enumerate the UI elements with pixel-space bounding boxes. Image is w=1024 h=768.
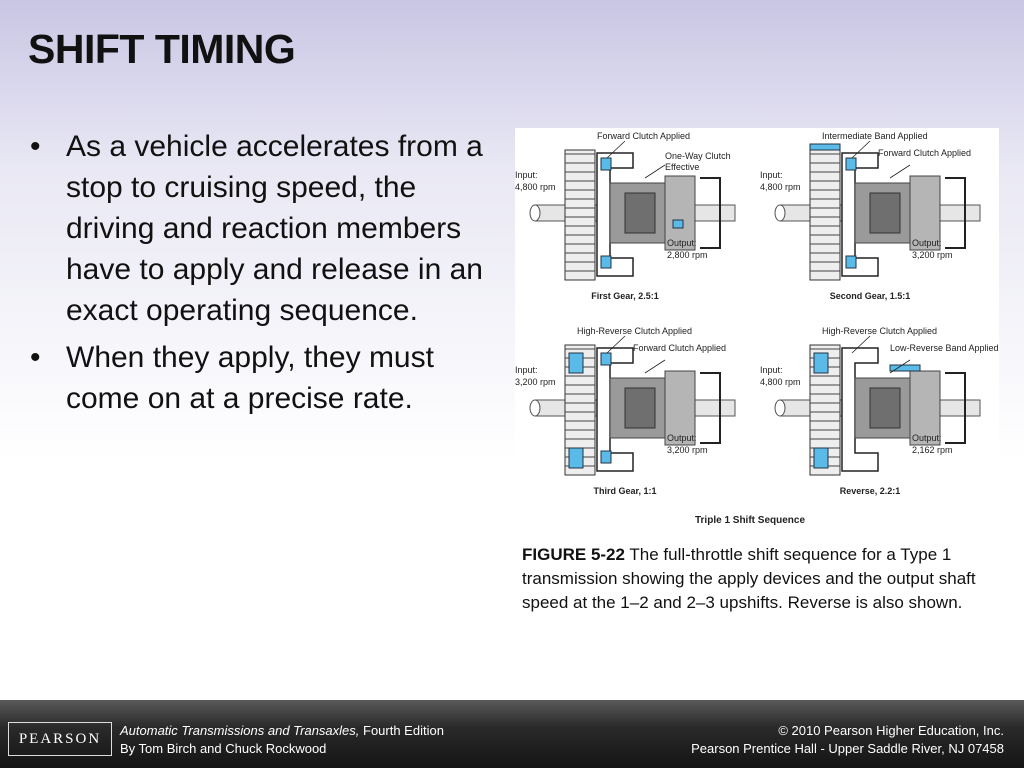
one-way-clutch: [673, 220, 683, 228]
forward-clutch-applied: [601, 256, 611, 268]
apply-label-1: High-Reverse Clutch Applied: [577, 326, 693, 336]
forward-clutch-applied: [846, 158, 856, 170]
sun-gear: [625, 193, 655, 233]
forward-clutch-applied: [846, 256, 856, 268]
apply-label-1: Forward Clutch Applied: [597, 131, 691, 141]
apply-label-2: Forward Clutch Applied: [878, 148, 972, 158]
gear-panel: [760, 326, 999, 496]
gear-panel: [515, 131, 735, 301]
apply-label-2: One-Way Clutch Effective: [665, 151, 731, 172]
gear-label: Reverse, 2.2:1: [839, 486, 901, 496]
bullet-item: • When they apply, they must come on at a precise rate.: [30, 337, 500, 419]
forward-clutch-applied: [601, 451, 611, 463]
clutch-drum: [810, 150, 840, 280]
sun-gear: [625, 388, 655, 428]
bullet-item: • As a vehicle accelerates from a stop to cruising speed, the driving and reaction members have to apply and release in an exact operating sequence.: [30, 126, 500, 331]
bullet-list: [30, 126, 500, 425]
output-rpm: 2,800 rpm: [667, 250, 708, 260]
shaft-end: [775, 205, 785, 221]
output-label: Output:: [912, 238, 942, 248]
caption-label: FIGURE 5-22: [522, 545, 625, 564]
footer-authors: By Tom Birch and Chuck Rockwood: [120, 741, 327, 756]
gear-panel: [515, 326, 735, 496]
footer-copyright-info: [691, 722, 1004, 758]
footer-book-title: Automatic Transmissions and Transaxles,: [120, 723, 360, 738]
apply-label-2: Low-Reverse Band Applied: [890, 343, 999, 353]
output-label: Output:: [667, 238, 697, 248]
forward-clutch-applied: [601, 158, 611, 170]
slide-title: SHIFT TIMING: [28, 26, 296, 72]
input-rpm: 4,800 rpm: [515, 182, 556, 192]
figure-caption: [522, 543, 992, 615]
high-reverse-clutch: [814, 448, 828, 468]
forward-clutch-applied: [601, 353, 611, 365]
pearson-logo: PEARSON: [8, 722, 112, 756]
leader-line: [645, 165, 665, 178]
figure-bottom-title: Triple 1 Shift Sequence: [694, 515, 806, 526]
output-label: Output:: [912, 433, 942, 443]
shift-sequence-diagram: [515, 128, 999, 530]
shaft-end: [775, 400, 785, 416]
apply-label-1: Intermediate Band Applied: [822, 131, 928, 141]
input-label: Input:: [760, 365, 783, 375]
intermediate-band: [810, 144, 840, 150]
footer-bar: [0, 700, 1024, 768]
gear-label: Third Gear, 1:1: [593, 486, 657, 496]
input-rpm: 4,800 rpm: [760, 377, 801, 387]
footer-edition: Fourth Edition: [359, 723, 444, 738]
input-label: Input:: [515, 170, 538, 180]
gear-panel: [760, 131, 980, 301]
leader-line: [645, 360, 665, 373]
clutch-drum: [565, 150, 595, 280]
input-label: Input:: [760, 170, 783, 180]
apply-label-1: High-Reverse Clutch Applied: [822, 326, 938, 336]
input-label: Input:: [515, 365, 538, 375]
leader-line: [890, 165, 910, 178]
output-rpm: 3,200 rpm: [667, 445, 708, 455]
footer-book-info: [120, 722, 444, 758]
sun-gear: [870, 193, 900, 233]
shaft-end: [530, 205, 540, 221]
gear-label: First Gear, 2.5:1: [591, 291, 659, 301]
high-reverse-clutch: [569, 353, 583, 373]
apply-label-2: Forward Clutch Applied: [633, 343, 727, 353]
footer-copyright: © 2010 Pearson Higher Education, Inc.: [778, 723, 1004, 738]
footer-publisher: Pearson Prentice Hall - Upper Saddle River, NJ 07458: [691, 741, 1004, 756]
output-label: Output:: [667, 433, 697, 443]
input-rpm: 4,800 rpm: [760, 182, 801, 192]
gear-label: Second Gear, 1.5:1: [829, 291, 911, 301]
shaft-end: [530, 400, 540, 416]
transmission-figure: [515, 128, 999, 530]
sun-gear: [870, 388, 900, 428]
output-rpm: 3,200 rpm: [912, 250, 953, 260]
high-reverse-clutch: [569, 448, 583, 468]
high-reverse-clutch: [814, 353, 828, 373]
output-rpm: 2,162 rpm: [912, 445, 953, 455]
input-rpm: 3,200 rpm: [515, 377, 556, 387]
caption-text: The full-throttle shift sequence for a Type 1 transmission showing the apply devices and the output shaft speed at the 1–2 and 2–3 upshifts. Reverse is also shown.: [522, 545, 976, 612]
